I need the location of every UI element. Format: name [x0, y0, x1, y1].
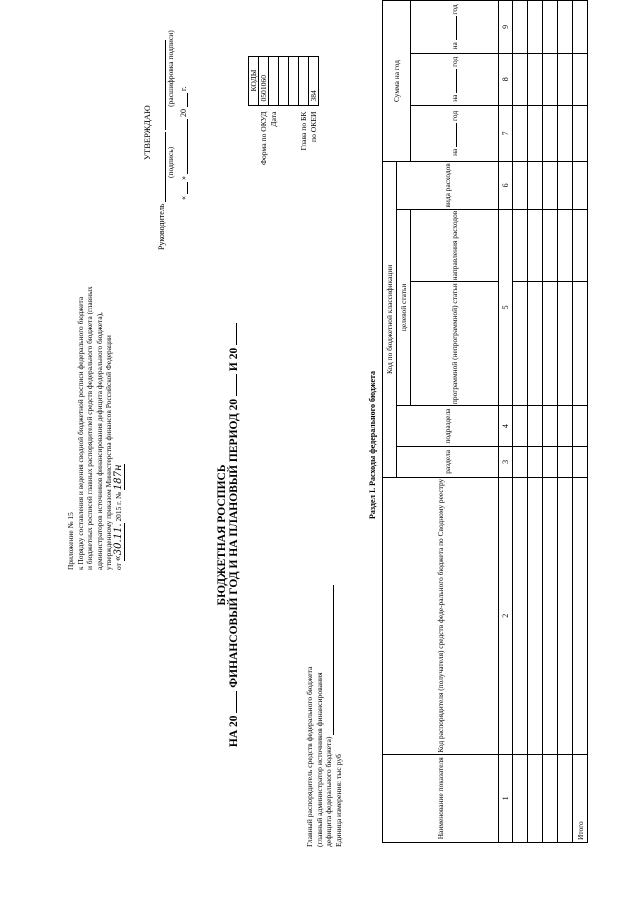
header-year-1: на год: [411, 105, 499, 161]
header-name: Наименование показателя: [383, 754, 499, 842]
col-num-9: 9: [499, 1, 513, 54]
appendix-number: Приложение № 15: [66, 512, 75, 570]
header-target: целевой статьи: [397, 209, 411, 405]
okei-value: 384: [309, 56, 319, 105]
year-line: [178, 93, 188, 107]
year-suffix: г.: [179, 86, 188, 91]
signature-captions: [166, 30, 175, 250]
header-year-3: на год: [411, 1, 499, 54]
appendix-line-4: утвержденному приказом Министерства финансов Российской Федерации: [104, 335, 114, 570]
left-info-line-3: дефицита федерального бюджета): [324, 585, 334, 847]
year-prefix: 20: [179, 109, 188, 117]
signature-line: [156, 132, 166, 202]
appendix-block: [66, 286, 125, 570]
col-num-6: 6: [499, 162, 513, 210]
total-label: Итого: [573, 754, 588, 842]
left-info-block: [305, 585, 344, 847]
col-num-8: 8: [499, 53, 513, 105]
appendix-line-3: администраторов источников финансирования дефицита федерального бюджета),: [94, 312, 104, 570]
appendix-date-line: [114, 286, 125, 570]
approve-label: УТВЕРЖДАЮ: [142, 105, 152, 160]
table-row: [558, 1, 573, 843]
header-section: раздела: [397, 447, 499, 478]
from-prefix: от: [113, 563, 123, 570]
appendix-line-2: и бюджетных росписей главных распорядителей средств федерального бюджета (главных: [85, 286, 95, 570]
date-value: [269, 56, 279, 105]
col-num-3: 3: [499, 447, 513, 478]
okei-label: по ОКЕИ: [309, 111, 318, 142]
section-title: Раздел I. Расходы федерального бюджета: [368, 370, 377, 520]
table-row: [528, 1, 543, 843]
handwritten-date: «30.11.: [112, 523, 124, 562]
day-line: [178, 182, 188, 194]
bk-value: [299, 56, 309, 105]
left-info-line-1: Главный распорядитель средств федерального бюджета: [305, 666, 314, 847]
col-num-5: 5: [499, 209, 513, 405]
document-title: БЮДЖЕТНАЯ РОСПИСЬ: [216, 464, 228, 606]
decode-line: [156, 40, 166, 130]
column-numbers-row: [499, 1, 513, 843]
month-line: [178, 119, 188, 174]
left-info-line-2: (главный администратор источников финансирования: [314, 672, 324, 847]
header-subsection: подраздела: [397, 406, 499, 447]
expenses-table: [382, 0, 588, 843]
codes-header: КОДЫ: [249, 56, 259, 105]
subtitle-part-a: НА 20: [228, 715, 240, 748]
codes-table: [248, 56, 319, 168]
document-subtitle: [228, 315, 240, 755]
col-num-1: 1: [499, 754, 513, 842]
header-program: программной (непрограммной) статьи: [411, 282, 499, 406]
left-info-line-4: Единица измерения: тыс руб: [334, 754, 344, 847]
manager-label: Руководитель: [157, 203, 166, 250]
total-row: [573, 1, 588, 843]
col-num-2: 2: [499, 477, 513, 754]
okud-label: Форма по ОКУД: [259, 111, 268, 165]
okud-value: 0501060: [259, 56, 269, 105]
year-text: 2015 г. №: [113, 491, 123, 522]
subtitle-part-c: И 20: [228, 347, 240, 372]
appendix-line-1: к Порядку составления и ведения сводной бюджетной росписи федерального бюджета: [75, 296, 85, 570]
date-open-quote: «: [179, 196, 188, 200]
handwritten-order-number: 187н: [112, 464, 124, 491]
subtitle-part-b: ФИНАНСОВЫЙ ГОД И НА ПЛАНОВЫЙ ПЕРИОД 20: [228, 398, 240, 688]
date-label: Дата: [269, 111, 278, 127]
date-close-quote: »: [179, 176, 188, 180]
table-row: [513, 1, 528, 843]
col-num-7: 7: [499, 105, 513, 161]
table-row: [543, 1, 558, 843]
decode-caption: (расшифровка подписи): [166, 30, 175, 107]
header-code: Код распорядителя (получателя) средств феде-рального бюджета по Сводному реестру: [383, 477, 499, 754]
header-sum: Сумма на год: [383, 1, 411, 162]
header-year-2: на год: [411, 53, 499, 105]
header-budget-class: Код по бюджетной классификации: [383, 162, 397, 478]
approval-date-row: [178, 87, 188, 200]
col-num-4: 4: [499, 406, 513, 447]
bk-label: Глава по БК: [299, 111, 308, 151]
header-direction: направления расходов: [411, 209, 499, 282]
distributor-line: [333, 585, 334, 735]
signature-caption: (подпись): [166, 146, 175, 178]
header-expense-kind: вида расходов: [397, 162, 499, 210]
manager-signature-row: [156, 30, 175, 250]
